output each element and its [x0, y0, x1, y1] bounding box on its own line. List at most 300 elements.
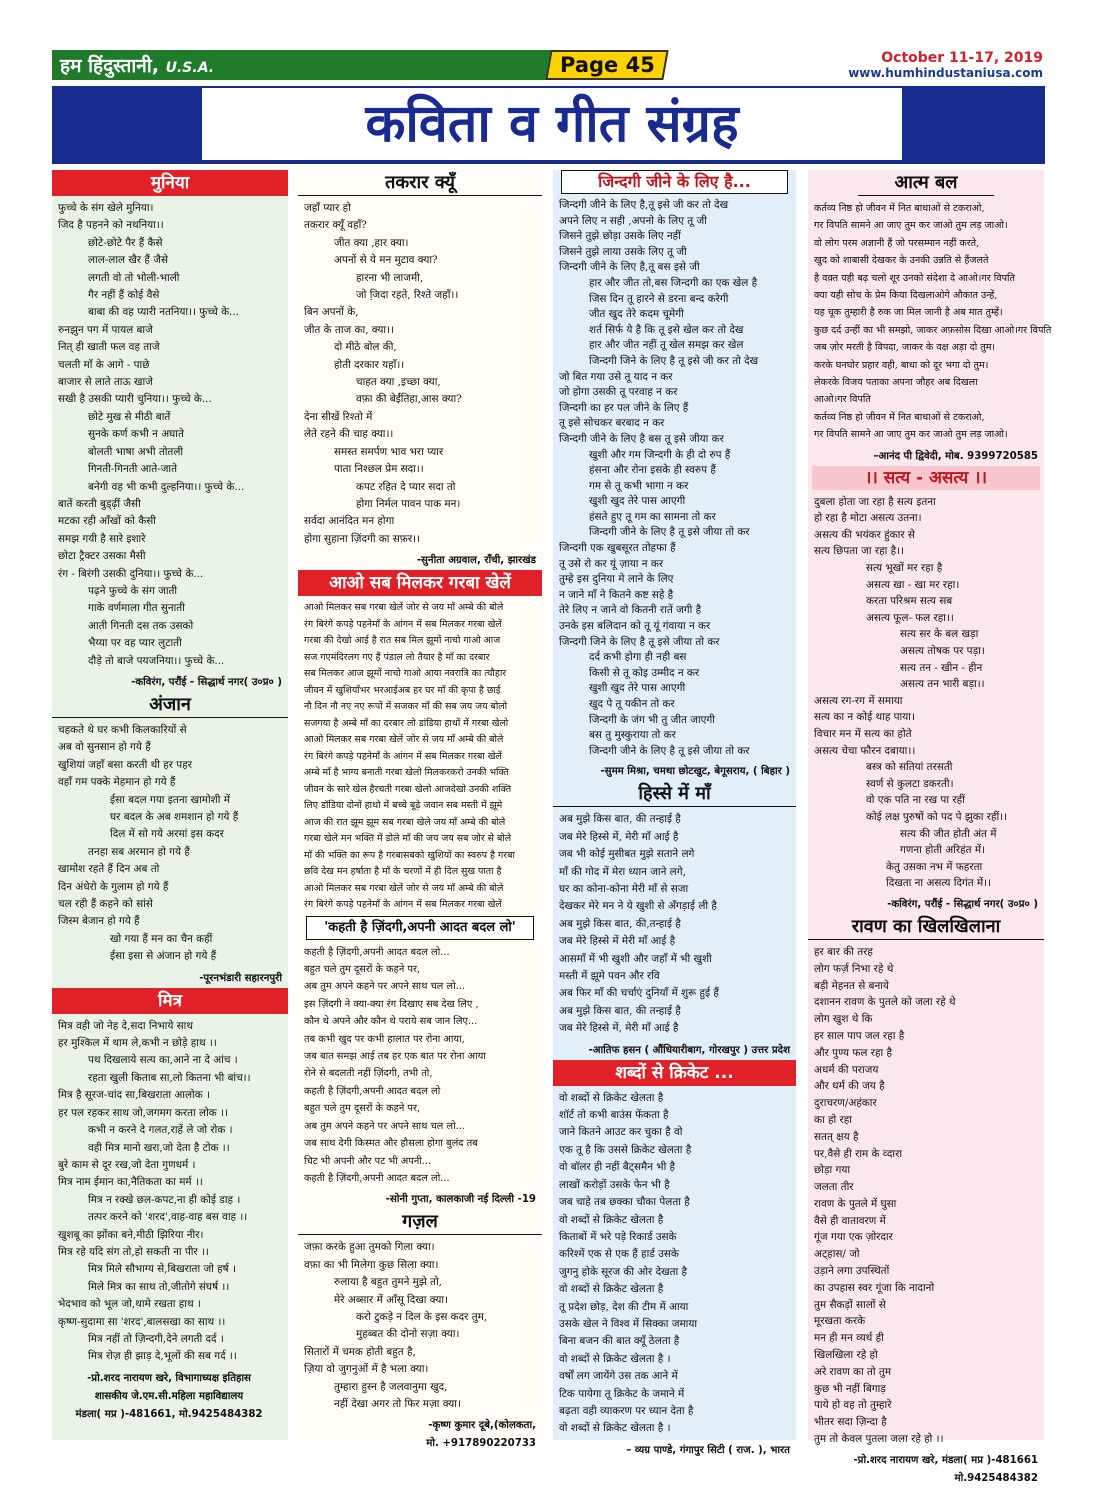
poem-line: होगा निर्मल पावन पाक मन।	[356, 497, 461, 510]
page-number: Page 45	[545, 50, 668, 80]
poem-line: आती गिनती दस तक उसको	[88, 619, 194, 632]
section-title: कविता व गीत संग्रह	[202, 88, 902, 160]
section-banner	[52, 86, 1045, 164]
poem-line: जब भी कोई मुसीबत मुझे सताने लगे	[559, 848, 695, 861]
poem-line: असत्य चेचा फौरन दबाया।।	[814, 744, 916, 757]
poem-line: न जाने माँ ने कितने कष्ट सहे है	[559, 588, 674, 601]
poem-line: लिए डॉडिया दोनों हाथो में बच्चे बूढ़े जवान सब मस्ती में झूमे	[304, 800, 503, 812]
poem-line: वफ़ा की बेईंतिहा,आस क्या?	[356, 393, 462, 406]
poem-line: सत्य तन - खीन - हीन	[900, 661, 983, 674]
poem-line: मित्र है सूरज-चांद सा,बिखराता आलोक ।	[58, 1089, 210, 1102]
poem-muniya	[52, 196, 288, 672]
poem-line: बनेगी वह भी कभी दुल्हनिया।। फुच्चे के...	[88, 480, 245, 493]
poem-line: विचार मन में सत्य का होते	[814, 728, 912, 740]
poem-line: असत्य की भयंकर हुंकार से	[814, 528, 915, 541]
poem-line: इस ज़िंदगी ने क्या-क्या रंग दिखाए सब देख लिए ,	[304, 998, 479, 1010]
poem-line: पर,वैसे ही राम के व्दारा	[814, 1147, 903, 1160]
poem-line: दशानन रावण के पुतले को जला रहे थे	[814, 996, 956, 1009]
poem-line: जिन्दगी जीने के लिए है तू इसे जीया तो कर	[589, 526, 750, 539]
poem-line: सत्य सर के बल खड़ा	[900, 628, 979, 641]
poem-line: सत्य छिपता जा रहा है।।	[814, 545, 905, 558]
poem-credit-zindagi: -सुमम मिश्रा, चमथा छोटखुट, बेगूसराय, ( बिहार )	[600, 766, 790, 778]
poem-line: बातें करती बुड्ढ़ीं जैसी	[58, 497, 141, 510]
poem-line: जो होगा उसकी तू परवाह न कर	[559, 386, 678, 399]
poem-mitra	[52, 1014, 288, 1368]
poem-line: असत्य रग-रग में समाया	[814, 694, 903, 707]
poem-line: गणना होती अरिहंत में।	[900, 844, 986, 857]
poem-line: माँ की गोद में मेरा ध्यान जाने लगे,	[559, 865, 686, 878]
poem-line: चल रही हैं कहने को सांसे	[58, 898, 153, 911]
poem-aatmbal	[808, 196, 1052, 446]
poem-line: जुगनु होके सूरज की ओर देखता है	[559, 1265, 688, 1278]
poem-line: जिन्दगी के जंग भी तु जीत जाएगी	[589, 713, 715, 726]
poem-line: हार और जीत नहीं तू खेल समझ कर खेल	[589, 339, 744, 352]
poem-line: कहती है ज़िंदगी,अपनी आदत बदल लो...	[304, 946, 450, 958]
poem-line: जाने कितने आउट कर चुका है वो	[559, 1126, 683, 1139]
poem-line: और धर्म की जय है	[814, 1080, 885, 1093]
poem-line: वो लोग परम अज्ञानी हैं जो परसम्मान नहीं करते,	[814, 237, 980, 249]
poem-line: घर बदल के अब शमशान हो गये हैं	[110, 811, 239, 823]
poem-title-garba: आओ सब मिलकर गरबा खेलें	[298, 570, 542, 596]
poem-line: सत्य की जीत होती अंत में	[900, 827, 997, 840]
poem-line: समस्त समर्पण भाव भरा प्यार	[334, 445, 444, 458]
poem-line: भैय्या पर वह प्यार लुटाती	[88, 637, 182, 650]
poem-line: आओ मिलकर सब गरबा खेलें जोर से जय माँ अम्बे की बोले	[304, 734, 504, 746]
poem-line: सतत् क्षय है	[814, 1130, 859, 1143]
column-1	[52, 170, 288, 1440]
poem-line: दौड़े तो बाजे पयजनिया।। फुच्चे के...	[88, 654, 225, 667]
poem-line: जीत क्या ,हार क्या।	[334, 236, 409, 249]
poem-credit-muniya: -कविरंग, परौंई - सिद्धार्थ नगर( उ०प्र० )	[131, 676, 282, 688]
poem-cricket	[553, 1086, 796, 1440]
poem-line: गाके वर्णमाला गीत सुनाती	[88, 602, 185, 615]
poem-line: का उपहास स्वर गूंजा कि नादानो	[814, 1281, 935, 1294]
poem-line: गरबा की देखो आई है रात सब मिल झूमों नाचो गाओ आज	[304, 635, 501, 647]
poem-line: उनके इस बलिदान को तू यूं गंवाया न कर	[559, 620, 711, 633]
poem-line: ईसा इसा से अंजान हो गये हैं	[110, 950, 217, 963]
poem-line: तुम तो केवल पुतला जला रहे हो ।।	[814, 1433, 944, 1446]
poem-line: तू प्रदेश छोड़, देश की टीम में आया	[559, 1300, 689, 1313]
poem-line: मित्र वही जो नेह दे,सदा निभाये साथ	[58, 1019, 194, 1032]
poem-line: जो जि़दा रहते, रिश्ते जहाँ।।	[356, 289, 459, 302]
poem-line: वो शब्दों से क्रिकेट खेलता है	[559, 1283, 664, 1296]
poem-line: वो एक पति ना रख पा रहीं	[866, 794, 965, 807]
poem-line: अब मुझे किस बात, की तन्हाई है	[559, 1004, 681, 1017]
poem-line: जीत खुद तेरे कदम चूमेगी	[589, 308, 684, 321]
poem-line: हंसते हुए तू गम का सामना तो कर	[589, 510, 716, 523]
poem-line: जलता तीर	[814, 1181, 854, 1194]
poem-line: मित्र न रक्खे छल-कपट,ना ही कोई डाह ।	[88, 1193, 241, 1206]
poem-line: अब वो सुनसान हो गये हैं	[58, 741, 151, 754]
poem-line: स्वर्ण से कुलटा डकरती।	[866, 777, 954, 790]
poem-ghazal	[298, 1235, 542, 1415]
poem-line: खामोश रहते हैं दिन अब तो	[58, 863, 160, 876]
poem-line: खुशियां जहाँ बसा करती थी हर पहर	[58, 758, 192, 771]
poem-line: सितारों में चमक होती बहुत है,	[304, 1345, 416, 1358]
poem-line: दिन अंधेरो के गुलाम हो गये हैं	[58, 880, 169, 893]
poem-line: मित्र रहे यदि संग तो,हो सकती ना पीर ।।	[58, 1245, 209, 1258]
poem-line: अपनों से ये मन मुटाव क्या?	[334, 254, 438, 267]
poem-line: छवि देख मन हर्षाता है माँ के चरणों में ही दिल सुख पाता है	[304, 866, 502, 878]
poem-line: करिश्में एक से एक हैं हार्ड उसके	[559, 1248, 679, 1261]
poem-line: जीत के ताज का, क्या।।	[304, 323, 394, 336]
poem-line: दिल में सो गये अरमां इस कदर	[110, 828, 224, 841]
poem-line: करता परिश्रम सत्य सब	[866, 595, 953, 608]
poem-line: दुराचरण/अहंकार	[814, 1097, 877, 1110]
poem-line: तुम्हारा हुस्न है जलवानुमा खुद,	[334, 1380, 448, 1393]
column-2	[298, 170, 542, 1450]
masthead: हम हिंदुस्तानी, U.S.A.	[60, 55, 215, 77]
poem-line: तुम्हे इस दुनिया मे लाने के लिए	[559, 573, 674, 586]
poem-line: जो बित गया उसे तू याद न कर	[559, 370, 673, 383]
poem-zindagi	[553, 194, 796, 761]
poem-line: खुद पे तू यकीन तो कर	[589, 698, 675, 710]
poem-line: वही मित्र मानो खरा,जो देता है टोक ।।	[88, 1141, 230, 1154]
poem-line: मस्ती में झूमे पवन और रवि	[559, 970, 660, 983]
poem-line: जिन्दगी जिने के लिए है तू इसे जी कर तो देख	[589, 354, 759, 367]
poem-line: छोटे मुख से मीठी बातें	[88, 410, 171, 423]
poem-credit-takraar: -सुनीता अग्रवाल, राँची, झारखंड	[416, 555, 536, 567]
poem-line: आओ मिलकर सब गरबा खेलें जोर से जय माँ अम्बे की बोले	[304, 882, 504, 894]
poem-line: जब मेरे हिस्से में मेरी माँ आई है	[559, 935, 676, 948]
poem-line: मित्र मिले सौभाग्य से,बिखराता जो हर्ष ।	[88, 1263, 236, 1276]
poem-line: बढ़ता वही व्याकरण पर ध्यान देता है	[559, 1404, 694, 1417]
poem-line: आज की रात झूम झूम सब गरबा खेले जय माँ अम्बे की बोले	[304, 816, 506, 828]
poem-credit-aatmbal: –आनंद पी द्विवेदी, मोब. 9399720585	[873, 450, 1038, 462]
poem-credit-mitra-2: शासकीय जे.एम.सी.महिला महाविद्यालय	[94, 1390, 244, 1402]
poem-line: चलती माँ के आगे - पाछे	[58, 358, 150, 371]
poem-line: हो रहा है मोटा असत्य उतना।	[814, 512, 922, 525]
poem-title-kehti: 'कहती है ज़िंदगी,अपनी आदत बदल लो'	[306, 916, 534, 940]
poem-line: मित्र नाम ईमान का,नैतिकता का मर्म ।।	[58, 1176, 203, 1189]
poem-line: तू उसे रो कर यूं ज़ाया न कर	[559, 557, 664, 570]
poem-hisse	[553, 807, 796, 1039]
poem-line: खिलखिला रहे हो	[814, 1349, 878, 1362]
poem-line: देना सीखें रिश्तो में	[304, 410, 373, 423]
poem-line: मटका रही आँखों को कैसी	[58, 515, 156, 528]
poem-anjaan	[52, 718, 288, 968]
poem-line: पथ दिखलाये सत्य का,आने ना दे आंच ।	[88, 1054, 238, 1067]
poem-title-mitra: मित्र	[52, 988, 288, 1014]
poem-line: रहता खुली किताब सा,लो कितना भी बांच।।	[88, 1071, 251, 1084]
poem-line: चिट भी अपनी और पट भी अपनी...	[304, 1155, 432, 1167]
poem-line: वो शब्दों से क्रिकेट खेलता है	[559, 1091, 664, 1104]
poem-line: लेते रहने की चाह क्या।।	[304, 428, 394, 441]
issue-date: October 11-17, 2019	[881, 50, 1043, 66]
poem-line: गम से तू कभी भागा न कर	[589, 479, 689, 492]
poem-line: जीवन के सारे खेल हैरचती गरबा खेलो आजदेखो उनकी शक्ति	[304, 783, 512, 795]
poem-line: अरे रावण का तो तुम	[814, 1365, 892, 1378]
poem-line: मिले मित्र का साथ तो,जीतोगे संघर्ष ।।	[88, 1280, 230, 1293]
poem-line: रोने से बदलती नहीं ज़िंदगी, तभी तो,	[304, 1068, 433, 1080]
poem-line: खुशी और गम जिन्दगी के ही दो रुप हैं	[589, 448, 731, 461]
poem-line: जहाँ प्यार हो	[304, 202, 351, 214]
poem-line: जिन्दगी जीने के लिए है तू इसे जीया तो कर	[589, 744, 750, 757]
poem-line: कुछ भी नहीं बिगाड़	[814, 1382, 886, 1395]
poem-line: हंसना और रोना इसके ही स्वरुप हैं	[589, 464, 716, 477]
poem-credit-mitra-3: मंडला( मप्र )-481661, मो.9425484382	[75, 1408, 263, 1420]
poem-line: लोग खुश थे कि	[814, 1013, 873, 1026]
poem-line: जब मेरे हिस्से में, मेरी माँ आई है	[559, 1022, 679, 1035]
poem-line: वो शब्दों से क्रिकेट खेलता है ।	[559, 1352, 671, 1365]
poem-line: घर का कोना-कोना मेरी माँ से सजा	[559, 883, 689, 895]
poem-line: अब तुम अपने कहने पर अपने साथ चल लो...	[304, 981, 465, 993]
poem-line: नौ दिन नौ नए नए रूपों में सजकर माँ की सब जय जय बोलो	[304, 701, 508, 713]
poem-line: असत्य तोषक पर पड़ा।	[900, 645, 985, 658]
issue-info	[848, 50, 1043, 80]
poem-line: शॉर्ट तो कभी बाउंस फेंकता है	[559, 1109, 669, 1122]
poem-line: जिन्दगी का हर पल जीने के लिए हैं	[559, 401, 689, 414]
poem-line: हर साल पाप जल रहा है	[814, 1029, 905, 1042]
poem-line: लगती वो तो भोली-भाली	[88, 271, 180, 284]
poem-line: छोटे-छोटे पैर हैं कैसे	[88, 236, 163, 249]
poem-line: सज गएमंदिरलग गए हैं पंडाल लो तैयार है माँ का दरबार	[304, 651, 490, 663]
poem-line: समझ गयी है सारे इशारे	[58, 532, 146, 545]
poem-line: जिन्दगी जिने के लिए है तू इसे जीया तो कर	[559, 635, 720, 648]
poem-line: होगा सुहाना ज़िंदगी का सफ़र।।	[304, 532, 420, 545]
poem-line: नित् ही खाती फल वह ताजे	[58, 341, 160, 354]
poem-line: जिस दिन तू हारने से डरना बन्द करेगी	[589, 292, 729, 305]
poem-line: रंग बिरंगे कपड़े पहनेमाँ के आंगन में सब मिलकर गरबा खेलें	[304, 750, 502, 762]
poem-line: सखी है उसकी प्यारी चुनिया।। फुच्चे के...	[58, 393, 212, 406]
poem-line: जब मेरे हिस्से में, मेरी माँ आई है	[559, 830, 679, 843]
poem-line: दुबला होता जा रहा है सत्य इतना	[814, 495, 936, 508]
poem-line: फुच्चे के संग खेले मुनिया।	[58, 202, 154, 214]
website-link[interactable]: www.humhindustaniusa.com	[848, 66, 1043, 80]
poem-credit-ghazal-2: मो. +917890220733	[426, 1438, 536, 1450]
poem-line: जिन्दगी एक खुबसूरत तोहफा हैं	[559, 542, 676, 555]
poem-line: हार और जीत तो,बस जिन्दगी का एक खेल है	[589, 276, 758, 289]
poem-line: शर्त सिर्फ ये है कि तू इसे खेल कर तो देख	[589, 323, 744, 336]
poem-line: देखकर मेरे मन ने ये खुशी से अँगड़ाई ली है	[559, 900, 717, 913]
poem-line: मित्र नहीं तो ज़िन्दगी,देने लगती दर्द ।	[88, 1332, 224, 1345]
poem-line: तकरार क्यूँ वहाँ?	[304, 219, 367, 232]
poem-line: सर्वदा आनंदित मन होगा	[304, 515, 395, 528]
poem-line: जब ज़ोर मरती है विपदा, जाकर के वक्ष अड़ा दो तुम।	[814, 342, 996, 354]
poem-line: भीतर सदा ज़िन्दा है	[814, 1416, 887, 1429]
poem-line: बहुत चले तुम दूसरों के कहने पर,	[304, 1103, 421, 1115]
poem-line: मूरखता करके	[814, 1315, 866, 1328]
poem-line: सुनके कर्ण कभी न अघाते	[88, 428, 184, 441]
poem-line: होती दरकार यहाँ।।	[334, 358, 405, 371]
poem-line: खुशी खुद तेरे पास आएगी	[589, 495, 686, 508]
poem-line: चाहत क्या ,इच्छा क्या,	[356, 376, 441, 389]
poem-line: कोई लक्ष पुरुषों को पद पे झुका रहीं।।	[866, 810, 1008, 823]
poem-line: क्या यही सोच के प्रेम किया दिखलाओगे औकात उन्हें,	[814, 290, 998, 302]
poem-line: एक तू है कि उससे क्रिकेट खेलता है	[559, 1143, 692, 1156]
poem-line: जब चाहे तब छक्का चौका पेलता है	[559, 1196, 690, 1209]
poem-line: रुनझुन पग में पायल बाजे	[58, 323, 153, 336]
poem-line: मेरे अब्सार में आँसू दिखा क्या।	[334, 1293, 448, 1306]
poem-credit-anjaan: -पूरनभंडारी सहारनपुरी	[199, 972, 282, 984]
poem-line: कहती है ज़िंदगी,अपनी आदत बदल लो...	[304, 1172, 450, 1184]
poem-line: जिस्म बेजान हो गये हैं	[58, 915, 140, 928]
poem-line: का हो रहा	[814, 1113, 852, 1126]
poem-line: लोग फर्ज़ निभा रहे थे	[814, 962, 894, 975]
poem-line: तनहा सब अरमान हो गये हैं	[88, 845, 190, 858]
poem-line: माँ की भक्ति का रूप है गरबासबको खुशियों का स्वरुप है गरबा	[304, 849, 515, 861]
poem-line: कहती है ज़िंदगी,अपनी आदत बदल लो	[304, 1085, 441, 1097]
poem-line: खो गया हैं मन का चैन कहीं	[110, 932, 213, 945]
poem-line: जब साथ देगी किस्मत और हौसला होगा बुलंद तब	[304, 1138, 478, 1150]
poem-line: कभी न करने दे गलत,राहें ले जो रोक ।	[88, 1124, 233, 1137]
poem-line: अब मुझे किस बात, की तन्हाई है	[559, 813, 681, 826]
poem-line: खुशी खुद तेरे पास आएगी	[589, 682, 686, 695]
poem-title-ghazal: गज़ल	[298, 1209, 542, 1235]
poem-line: अधर्म की पराजय	[814, 1063, 879, 1076]
poem-line: बहुत चले तुम दूसरों के कहने पर,	[304, 964, 421, 976]
poem-line: उसके खेल ने विश्व में सिक्का जमाया	[559, 1317, 698, 1330]
poem-line: छोड़ा गया	[814, 1164, 851, 1177]
poem-line: कुछ दर्द उन्हीं का भी समझो, जाकर अफ़सोस दिखा आओ।गर विपति	[814, 324, 1052, 336]
poem-line: आसमाँ में भी खुशी और जहाँ में भी खुशी	[559, 952, 712, 965]
poem-line: भेदभाव को भूल जो,थामे रखता हाथ ।	[58, 1298, 201, 1311]
poem-line: दो मीठे बोल की,	[334, 341, 397, 354]
poem-line: असत्य खा - खा मर रहा।	[866, 578, 960, 591]
poem-line: गिनती-गिनती आते-जाते	[88, 463, 178, 476]
poem-line: अम्बे माँ है भाग्य बनाती गरबा खेलो मिलकरकरो उनकी भक्ति	[304, 767, 509, 779]
poem-line: जिन्दगी जीने के लिए है,तू इसे जी कर तो देख	[559, 199, 729, 211]
poem-line: है वक़्त यही बढ़ चलो शूर उनको संदेशा दे आओ।गर विपति	[814, 272, 1016, 284]
poem-takraar	[298, 196, 542, 550]
poem-line: तत्पर करने को 'शरद',वाह-वाह बस वाह ।।	[88, 1211, 248, 1224]
poem-line: बिन अपनों के,	[304, 306, 359, 319]
poem-line: बाजार से लाते ताऊ खाजे	[58, 376, 153, 389]
poem-line: असत्य तन भारी बड़ा।।	[900, 678, 985, 691]
poem-line: सजगया है अम्बे माँ का दरबार लो डांडिया हाथों में गरबा खेलो	[304, 717, 509, 729]
poem-line: कौन थे अपने और कौन थे पराये सब जान लिए...	[304, 1016, 478, 1028]
poem-kehti	[298, 940, 542, 1190]
poem-line: गूंज गया एक ज़ोरदार	[814, 1231, 893, 1244]
poem-line: और पुण्य फल रहा है	[814, 1046, 892, 1059]
poem-line: लाखों करोड़ों उसके फेन भी है	[559, 1178, 670, 1191]
poem-line: अट्हास/ जो	[814, 1248, 860, 1261]
poem-line: तुम सैकड़ों सालों से	[814, 1298, 886, 1311]
poem-line: सत्य भूखों मर रहा है	[866, 562, 943, 575]
poem-title-zindagi: जिन्दगी जीने के लिए है...	[561, 170, 788, 194]
poem-line: जब बात समझ आई तब हर एक बात पर रोना आया	[304, 1051, 486, 1063]
poem-line: जिद है पहनने को नथनिया।।	[58, 219, 164, 232]
poem-line: वहाँ गम पक्के मेहमान हो गये हैं	[58, 776, 176, 789]
poem-line: रुलाया है बहुत तुमने मुझे तो,	[334, 1276, 442, 1289]
poem-credit-ghazal-1: -कृष्ण कुमार दूबे,(कोलकता,	[428, 1420, 536, 1432]
poem-line: टिक पायेगा तू क्रिकेट के जमाने में	[559, 1387, 685, 1400]
poem-line: वो बॉलर ही नहीं बैट्समैन भी है	[559, 1161, 676, 1174]
poem-line: बस तु मुस्कुराया तो कर	[589, 729, 676, 742]
poem-line: नहीं देखा अगर तो फिर मज़ा क्या।	[334, 1397, 461, 1410]
poem-line: यह चूक तुम्हारी है रुक जा मिल जानी है अब मात तुम्हें।	[814, 307, 1003, 319]
poem-line: पाता निश्छल प्रेम सदा।।	[334, 463, 424, 476]
poem-line: बस्त्र को सतियां तरसती	[866, 761, 953, 774]
poem-line: जिसने तुझे लाया उसके लिए तू जी	[559, 245, 687, 258]
poem-line: खुद को शाबासी देखकर के उनकी उन्नति से हैंजलते	[814, 255, 989, 267]
poem-title-cricket: शब्दों से क्रिकेट ...	[553, 1060, 796, 1086]
poem-line: उड़ाने लगा उपस्थितों	[814, 1265, 890, 1278]
poem-line: अब मुझे किस बात, की,तन्हाई है	[559, 917, 681, 930]
poem-line: बड़ी मेहनत से बनाये	[814, 979, 889, 992]
poem-line: अब फिर माँ की चर्चाएं दुनियाँ में शुरू हुई हैं	[559, 987, 719, 1000]
poem-satya	[808, 490, 1044, 894]
poem-line: करके घनघोर प्रहार वही, बाधा को दूर भगा दो तुम।	[814, 359, 989, 371]
poem-title-hisse: हिस्से में माँ	[553, 781, 796, 807]
poem-line: कर्तव्य निष्ठ हो जीवन में नित बाधाओं से टकराओ,	[814, 411, 985, 423]
poem-line: केतु उसका नभ में फहरता	[886, 860, 983, 873]
poem-line: गैर नहीं हैं कोई वैसे	[88, 289, 160, 302]
poem-line: चहकते थे घर कभी किलकारियों से	[58, 723, 187, 736]
poem-line: आओ।गर विपति	[814, 394, 871, 406]
poem-line: बिना बजन की बात क्यूँ ठेलता है	[559, 1335, 680, 1348]
poem-line: तू इसे सोचकर बरबाद न कर	[559, 417, 665, 430]
poem-line: हर बार की तरह	[814, 945, 873, 958]
poem-line: लाल-लाल खैर हैं जैसे	[88, 254, 168, 267]
poem-line: गर विपति सामने आ जाए तुम कर जाओ तुम लड़ जाओ।	[814, 220, 1008, 232]
poem-line: ईसा बदल गया इतना खामोशी में	[110, 793, 230, 806]
poem-line: वो शब्दों से क्रिकेट खेलता है	[559, 1213, 664, 1226]
poem-credit-kehti: -सोनी गुप्ता, कालकाजी नई दिल्ली -19	[385, 1194, 536, 1206]
poem-line: छोटा ट्रैक्टर उसका मैसी	[58, 550, 146, 563]
poem-line: जीवन में खुशियाँभर भरआईअब हर घर माँ की कृपा है छाई	[304, 684, 501, 696]
poem-line: जिसने तुझे छोड़ा उसके लिए नहीं	[559, 230, 681, 243]
poem-line: जफ़ा करके हुआ तुमको गिला क्या।	[304, 1241, 435, 1254]
poem-line: कपट रहित दे प्यार सदा तो	[356, 480, 456, 493]
poem-line: वो शब्दों से क्रिकेट खेलता है ।	[559, 1422, 671, 1435]
poem-line: करो टुकड़े न दिल के इस कदर तुम,	[356, 1310, 488, 1323]
poem-line: वफ़ा का भी मिलेगा कुछ सिला क्या।	[304, 1258, 439, 1271]
poem-line: गर विपति सामने आ जाए तुम कर जाओ तुम लड़ जाओ।	[814, 429, 1008, 441]
poem-line: दिखता ना असत्य दिगंत में।।	[886, 877, 992, 890]
poem-line: ज़िया वो जुगनुओं में है भला क्या।	[304, 1363, 429, 1376]
poem-line: हारना भी लाजमी,	[356, 271, 424, 284]
poem-line: पढ़ने फुच्चे के संग जाती	[88, 584, 178, 597]
poem-title-takraar: तकरार क्यूँ	[298, 170, 542, 196]
poem-line: सत्य का न कोई थाह पाया।	[814, 711, 915, 724]
poem-line: वैसे ही वातावरण में	[814, 1214, 886, 1227]
poem-line: अपने लिए न सही ,अपनो के लिए तू जी	[559, 214, 707, 227]
poem-credit-cricket: – व्यग्र पाण्डे, गंगापुर सिटी ( राज. ), भारत	[626, 1444, 790, 1456]
poem-line: कर्तव्य निष्ठ हो जीवन में नित बाधाओं से टकराओ,	[814, 203, 985, 214]
poem-credit-mitra-1: -प्रो.शरद नारायण खरे, विभागाध्यक्ष इतिहास	[87, 1372, 251, 1384]
poem-line: बोलती भाषा अभी तोतली	[88, 445, 184, 458]
poem-line: हर मुश्किल में थाम ले,कभी न छोड़े हाथ ।।	[58, 1037, 217, 1050]
poem-line: किताबों में भरे पड़े रिकार्ड उसके	[559, 1230, 677, 1243]
poem-line: सब मिलकर आज झूमों नाचो गाओ आया नवरात्रि का त्यौहार	[304, 668, 507, 680]
poem-line: आओ मिलकर सब गरबा खेलें जोर से जय माँ अम्बे की बोले	[304, 602, 504, 614]
column-3	[553, 170, 796, 1456]
poem-line: दर्द कभी होगा ही नही बस	[589, 651, 687, 664]
poem-line: मन ही मन व्यर्थ ही	[814, 1332, 884, 1345]
poem-line: अब तुम अपने कहने पर अपने साथ चल लो...	[304, 1120, 465, 1132]
poem-raavan	[808, 940, 1044, 1450]
poem-line: तेरे लिए न जाने वो कितनी रातें जगी है	[559, 604, 702, 617]
poem-line: पाये हो वह तो तुम्हारे	[814, 1399, 892, 1412]
poem-garba	[298, 596, 542, 916]
poem-title-aatmbal: आत्म बल	[858, 170, 994, 196]
poem-title-muniya: मुनिया	[52, 170, 288, 196]
poem-line: रंग बिरंगे कपड़े पहनेमाँ के आंगन में सब मिलकर गरबा खेलें	[304, 899, 502, 911]
poem-line: असत्य फूल- फल रहा।।	[866, 611, 954, 624]
poem-line: मुहब्बत की दोनो सज़ा क्या।	[356, 1328, 460, 1341]
poem-line: जिन्दगी जीने के लिए है बस तू इसे जीया कर	[559, 432, 724, 445]
poem-line: खुशबू का झोंका बने,मीठी झिरिया नीर।	[58, 1228, 204, 1241]
poem-line: गरबा खेले मन भक्ति में डोले माँ की जय जय सब जोर से बोले	[304, 833, 512, 845]
poem-title-satya: ।। सत्य - असत्य ।।	[812, 466, 1040, 490]
poem-line: मित्र रोज़ ही झाड़ दे,भूलों की सब गर्द ।।	[88, 1350, 237, 1363]
poem-line: रंग - बिरंगी उसकी दुनिया।। फुच्चे के...	[58, 567, 204, 580]
poem-credit-satya: -कविरंग, परौंई - सिद्धार्थ नगर( उ०प्र० )	[887, 898, 1038, 910]
poem-line: कृष्ण-सुदामा सा 'शरद',बालसखा का साथ ।।	[58, 1315, 226, 1328]
poem-title-raavan: रावण का खिलखिलाना	[808, 914, 1044, 940]
poem-line: किसी से तू कोइ उम्मीद न कर	[589, 666, 700, 679]
